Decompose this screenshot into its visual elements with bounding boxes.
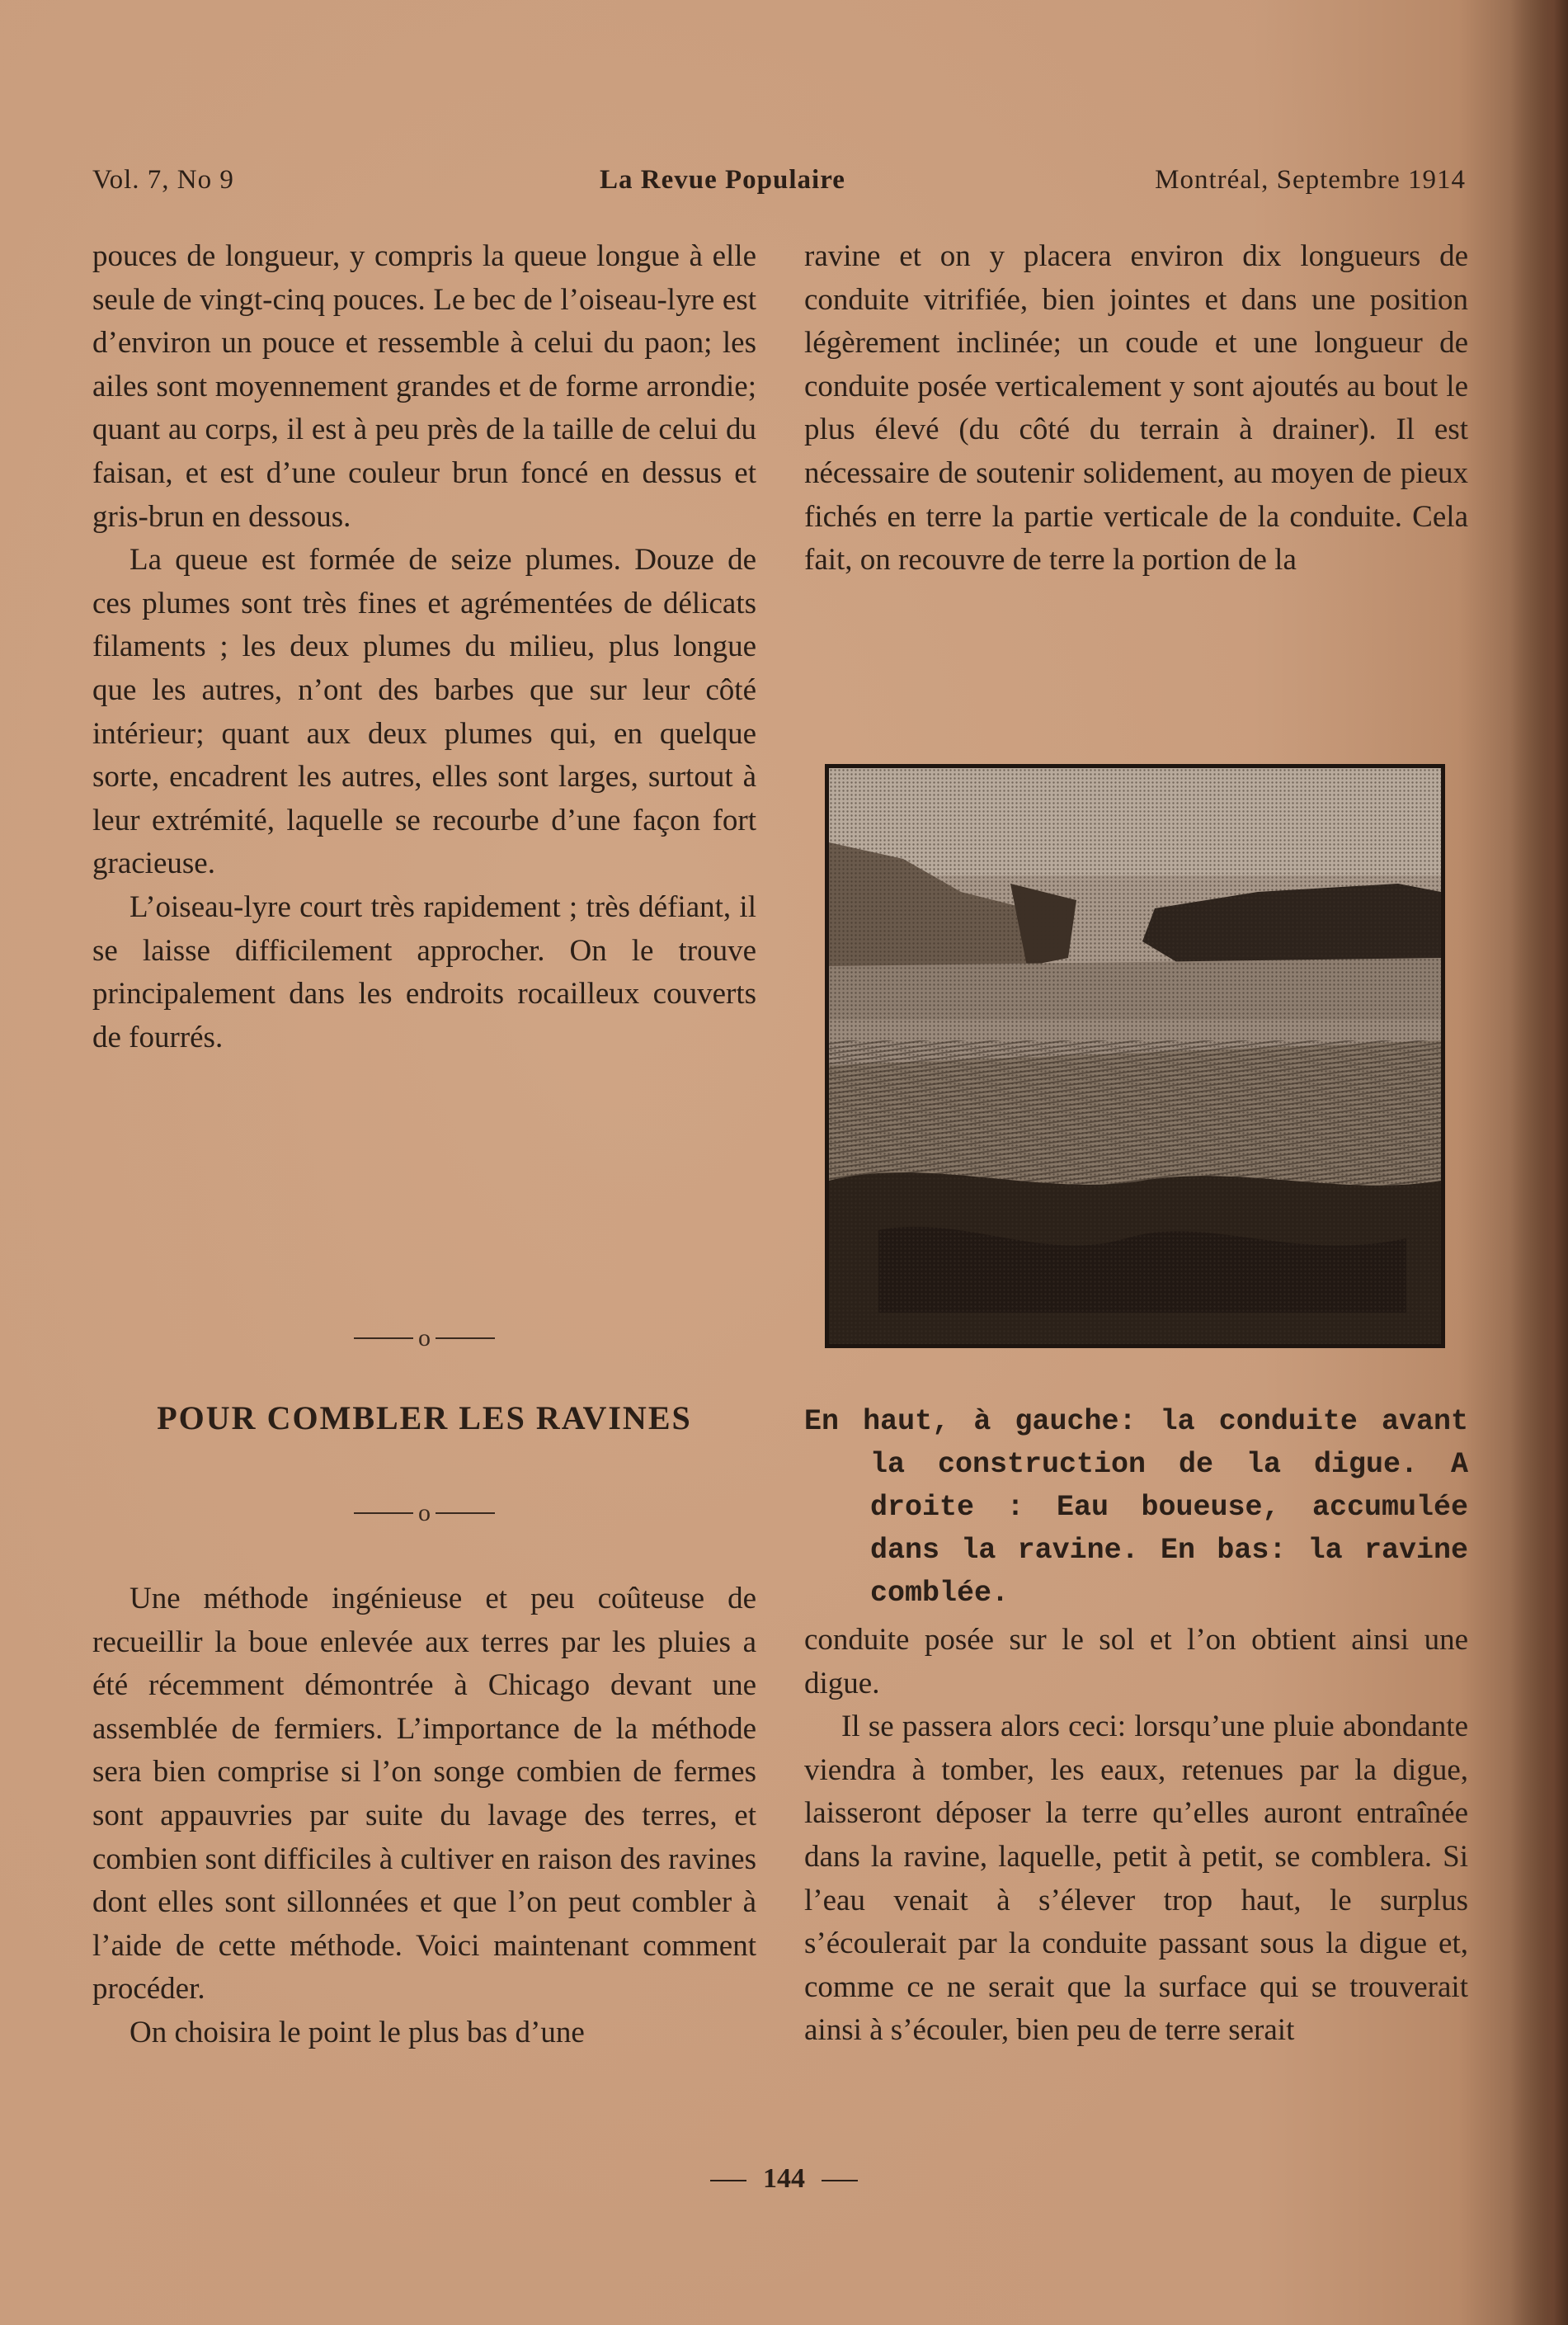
header-date: Montréal, Septembre 1914 [1155, 165, 1466, 195]
page-binding-shadow [1510, 0, 1568, 2325]
article-separator: o [92, 1323, 756, 1351]
paragraph: La queue est formée de seize plumes. Douze de ces plumes sont très fines et agrémentées de délicats filaments ; les deux plumes du milieu, plus longue que les autres, n’ont des barbes que sur leur côté intérieur; quant aux deux plumes qui, en quelque sorte, encadrent les autres, elles sont larges, surtout à leur extrémité, laquelle se recourbe d’une façon fort gracieuse. [92, 543, 756, 881]
paragraph: pouces de longueur, y compris la queue longue à elle seule de vingt-cinq pouces. Le bec de l’oiseau-lyre est d’environ un pouce et ressemble à celui du paon; les ailes sont moyennement grandes et de forme arrondie; quant au corps, il est à peu près de la taille de celui du faisan, et est d’une couleur brun foncé en dessus et gris-brun en dessous. [92, 239, 756, 534]
left-column-top [92, 235, 756, 1059]
paragraph: L’oiseau-lyre court très rapidement ; très défiant, il se laisse difficilement approcher. On le trouve principalement dans les endroits rocailleux couverts de fourrés. [92, 889, 756, 1054]
photo-halftone [829, 768, 1441, 1344]
title-separator: o [92, 1497, 756, 1526]
header-volume: Vol. 7, No 9 [92, 165, 234, 195]
left-column-bottom [92, 1578, 756, 2055]
right-column-bottom [804, 1619, 1468, 2053]
paragraph: conduite posée sur le sol et l’on obtient ainsi une digue. [804, 1623, 1468, 1700]
ravine-photograph [825, 764, 1445, 1348]
header-title: La Revue Populaire [600, 165, 845, 195]
paragraph: Il se passera alors ceci: lorsqu’une pluie abondante viendra à tomber, les eaux, retenues par la digue, laisseront déposer la terre qu’elles auront entraînée dans la ravine, laquelle, petit à petit, se comblera. Si l’eau venait à s’élever trop haut, le surplus s’écoulerait par la conduite passant sous la digue et, comme ce ne serait que la surface qui se trouverait ainsi à s’écouler, bien peu de terre serait [804, 1710, 1468, 2048]
section-title: POUR COMBLER LES RAVINES [157, 1399, 692, 1436]
paragraph: On choisira le point le plus bas d’une [129, 2015, 585, 2049]
paragraph: Une méthode ingénieuse et peu coûteuse de recueillir la boue enlevée aux terres par les pluies a été récemment démontrée à Chicago devant une assemblée de fermiers. L’importance de la méthode sera bien comprise si l’on songe combien de fermes sont appauvries par suite du lavage des terres, et combien sont difficiles à cultiver en raison des ravines dont elles sont sillonnées et que l’on peut combler à l’aide de cette méthode. Voici maintenant comment procéder. [92, 1582, 756, 2007]
right-column-top [804, 235, 1468, 582]
page-footer [0, 2163, 1568, 2195]
page-number: 144 [763, 2163, 805, 2194]
paragraph: ravine et on y placera environ dix longueurs de conduite vitrifiée, bien jointes et dans une position légèrement inclinée; un coude et une longueur de conduite posée verticalement y sont ajoutés au bout le plus élevé (du côté du terrain à drainer). Il est nécessaire de soutenir solidement, au moyen de pieux fichés en terre la partie verticale de la conduite. Cela fait, on recouvre de terre la portion de la [804, 239, 1468, 578]
page-header [92, 165, 1466, 203]
photo-caption: En haut, à gauche: la conduite avant la construction de la digue. A droite : Eau boueuse, accumulée dans la ravine. En bas: la ravine comblée. [804, 1405, 1468, 1610]
